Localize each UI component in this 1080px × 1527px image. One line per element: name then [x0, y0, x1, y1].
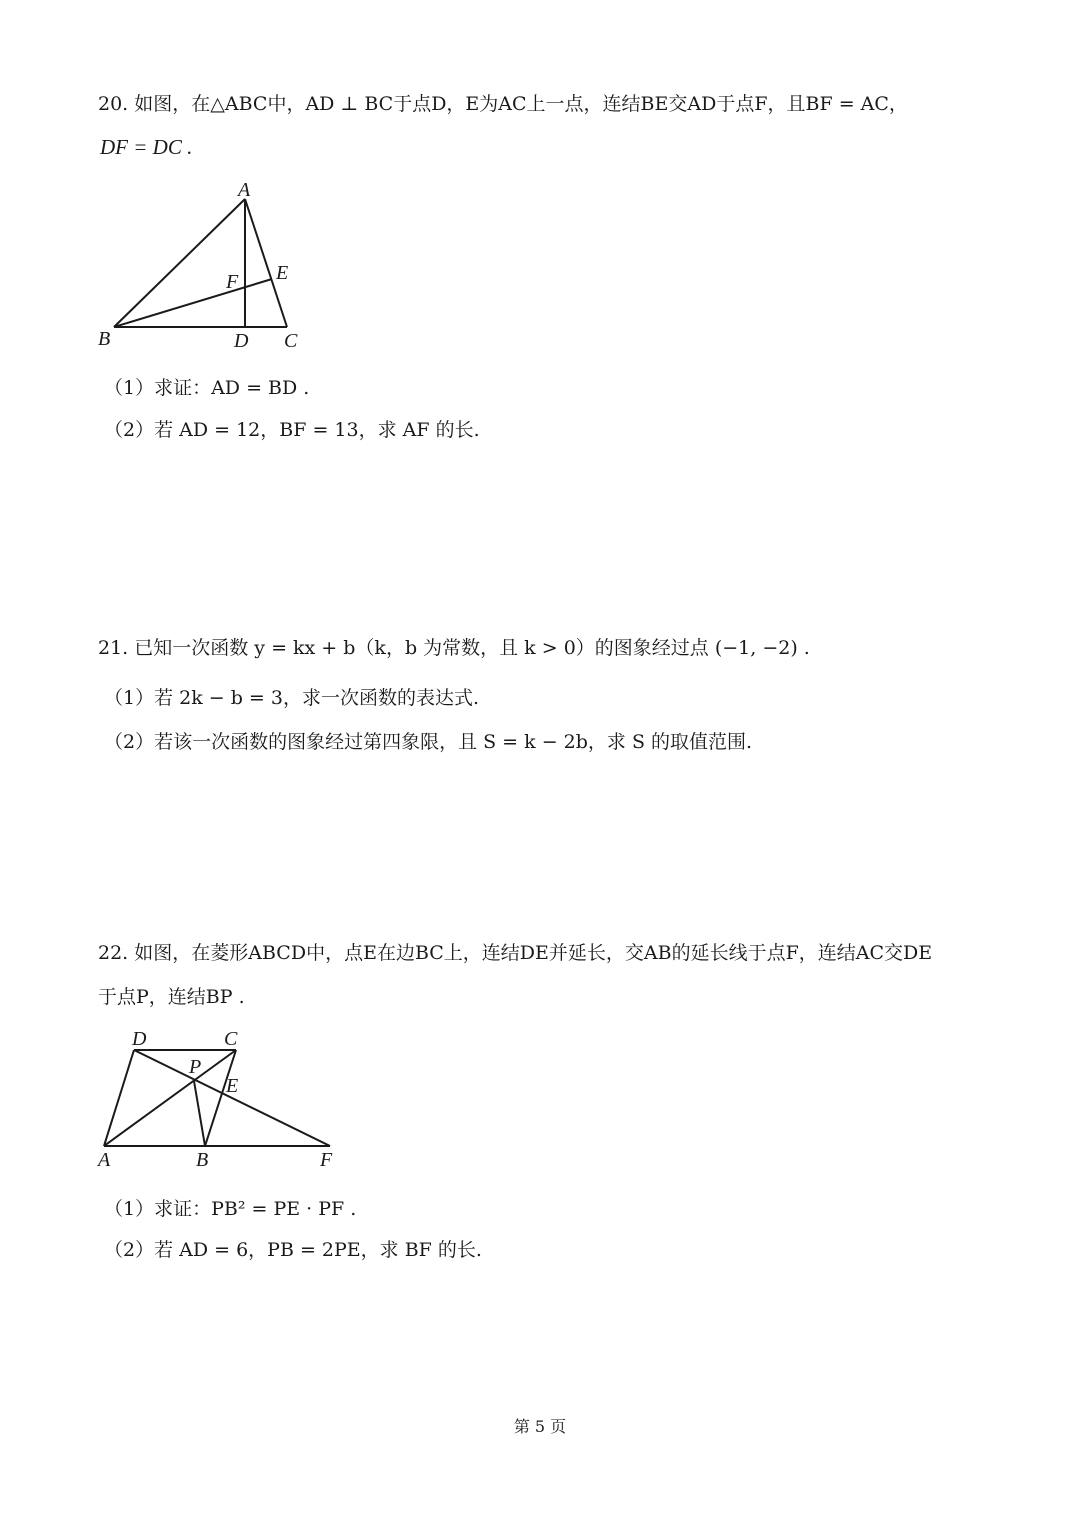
- problem-21-part1: [104, 686, 479, 710]
- problem-21-stem-text: 已知一次函数 y = kx + b（k，b 为常数，且 k > 0）的图象经过点 (−1, −2) .: [134, 637, 810, 659]
- label-A: A: [98, 1149, 111, 1171]
- label-B: B: [98, 328, 111, 350]
- problem-22-stem-line2: [98, 985, 245, 1009]
- problem-22-figure: [90, 1025, 350, 1175]
- label-F: F: [226, 271, 239, 293]
- problem-21-number: 21.: [98, 637, 129, 659]
- label-B: B: [196, 1149, 209, 1171]
- problem-21-part2: [104, 730, 752, 754]
- problem-22-stem-line1: [98, 941, 932, 965]
- label-C: C: [284, 330, 298, 352]
- page-number: 第 5 页: [513, 1417, 567, 1436]
- label-P: P: [189, 1056, 202, 1078]
- problem-20-stem-line1: [98, 92, 908, 116]
- segment-AC: [104, 1050, 239, 1146]
- segment-PB: [194, 1081, 205, 1146]
- label-F: F: [320, 1149, 333, 1171]
- problem-21-part1-text: （1）若 2k − b = 3，求一次函数的表达式.: [104, 687, 480, 709]
- problem-21-part2-text: （2）若该一次函数的图象经过第四象限，且 S = k − 2b，求 S 的取值范围.: [104, 731, 753, 753]
- label-E: E: [226, 1075, 239, 1097]
- problem-20-part1: [104, 376, 309, 400]
- label-D: D: [234, 330, 249, 352]
- problem-22-part1-text: （1）求证：PB² = PE · PF .: [104, 1198, 357, 1220]
- problem-20-stem-line1-text: 20. 如图，在△ABC中，AD ⊥ BC于点D，E为AC上一点，连结BE交AD于点F，且BF = AC，: [98, 93, 908, 115]
- label-A: A: [238, 179, 251, 201]
- problem-20-part2: [104, 418, 480, 442]
- problem-20-part2-text: （2）若 AD = 12，BF = 13，求 AF 的长.: [104, 419, 480, 441]
- segment-AD: [104, 1050, 134, 1146]
- problem-22-part2: [104, 1238, 482, 1262]
- problem-20-stem-line2: [100, 135, 192, 160]
- label-E: E: [276, 262, 289, 284]
- problem-20-stem-line2-text: DF = DC .: [100, 135, 193, 159]
- problem-20-part1-text: （1）求证：AD = BD .: [104, 377, 310, 399]
- problem-21-stem: [98, 636, 810, 660]
- label-D: D: [132, 1028, 147, 1050]
- problem-22-stem-line2-text: 于点P，连结BP .: [98, 986, 245, 1008]
- label-C: C: [224, 1028, 238, 1050]
- problem-22-stem-line1-text: 如图，在菱形ABCD中，点E在边BC上，连结DE并延长，交AB的延长线于点F，连结AC交DE: [134, 942, 933, 964]
- problem-22-part2-text: （2）若 AD = 6，PB = 2PE，求 BF 的长.: [104, 1239, 482, 1261]
- problem-22-part1: [104, 1197, 356, 1221]
- problem-20-figure: [90, 175, 320, 355]
- problem-22-number: 22.: [98, 942, 129, 964]
